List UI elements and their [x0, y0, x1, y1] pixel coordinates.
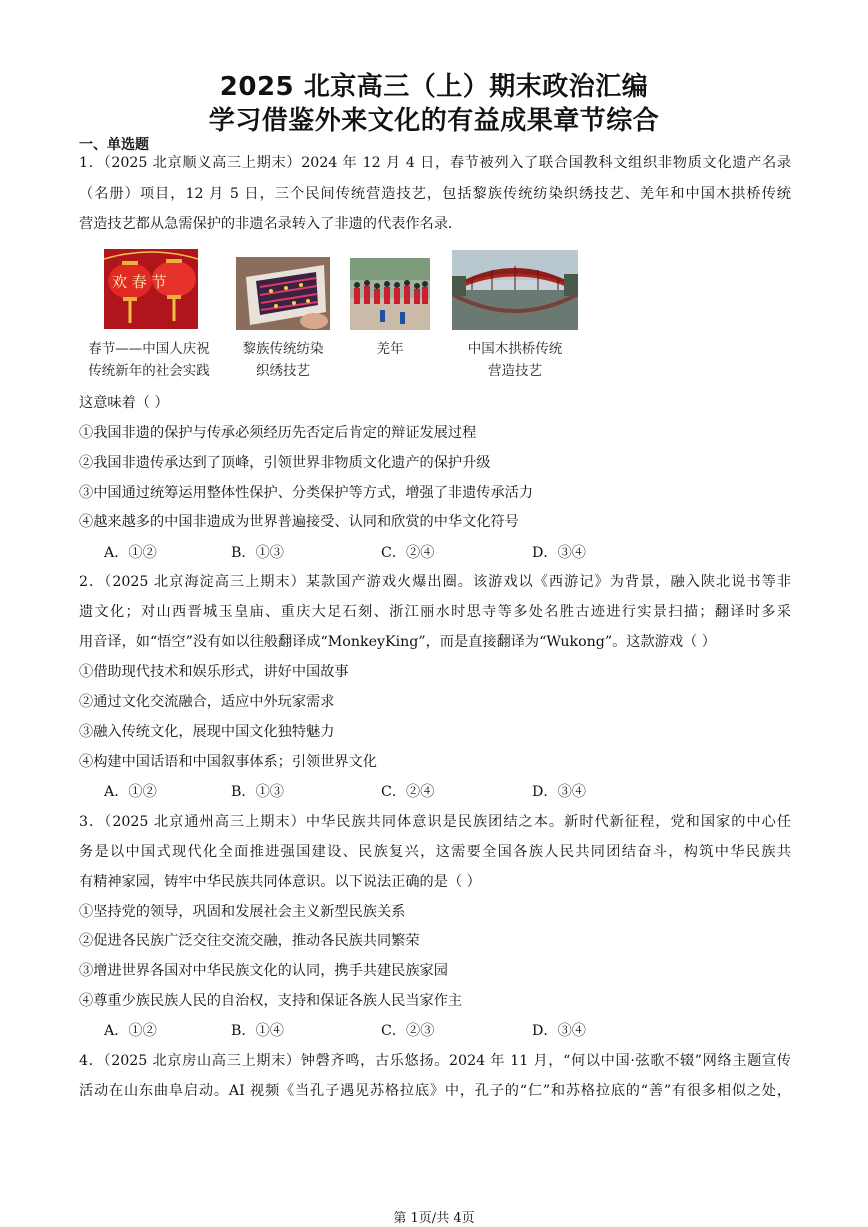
li-textile-weaving-image [236, 257, 330, 330]
document-title-line2: 学习借鉴外来文化的有益成果章节综合 [208, 106, 660, 136]
wooden-arch-bridge-image [452, 250, 578, 330]
q3-option-b[interactable]: B．①④ [231, 1023, 284, 1039]
caption-wooden-arch-bridge [445, 338, 585, 382]
page-footer: 第 1页/共 4页 [393, 1211, 475, 1226]
q3-line-3: 有精神家园，铸牢中华民族共同体意识。以下说法正确的是（ ） [79, 874, 481, 890]
q1-option-d[interactable]: D．③④ [532, 545, 586, 561]
q3-option-a[interactable]: A．①② [104, 1023, 157, 1039]
caption-line: 营造技艺 [488, 363, 542, 379]
q3-option-c[interactable]: C．②③ [381, 1023, 435, 1039]
spring-festival-lantern-image [104, 249, 198, 329]
q3-line-1: 3．（2025 北京通州高三上期末）中华民族共同体意识是民族团结之本。新时代新征程，党和国家的中心任 [79, 814, 791, 830]
q4-line-2: 活动在山东曲阜启动。AI 视频《当孔子遇见苏格拉底》中，孔子的“仁”和苏格拉底的“善”有很多相似之处， [79, 1083, 791, 1099]
q3-item-1: ①坚持党的领导，巩固和发展社会主义新型民族关系 [79, 904, 406, 920]
q1-line-1: 1．（2025 北京顺义高三上期末）2024 年 12 月 4 日，春节被列入了联合国教科文组织非物质文化遗产名录 [79, 155, 791, 171]
q2-item-3: ③融入传统文化，展现中国文化独特魅力 [79, 724, 335, 740]
caption-spring-festival [79, 338, 219, 382]
q2-line-3: 用音译，如“悟空”没有如以往般翻译成“MonkeyKing”，而是直接翻译为“Wukong”。这款游戏（ ） [79, 634, 716, 650]
caption-line: 黎族传统纺染 [242, 341, 324, 357]
section-heading: 一、单选题 [79, 137, 149, 153]
q4-line-1: 4．（2025 北京房山高三上期末）钟磬齐鸣，古乐悠扬。2024 年 11 月，“何以中国·弦歌不辍”网络主题宣传 [79, 1053, 791, 1069]
caption-li-textile [223, 338, 343, 382]
q2-option-a[interactable]: A．①② [104, 784, 157, 800]
q1-option-c[interactable]: C．②④ [381, 545, 435, 561]
q1-options [104, 543, 664, 563]
q2-option-d[interactable]: D．③④ [532, 784, 586, 800]
q1-item-2: ②我国非遗传承达到了顶峰，引领世界非物质文化遗产的保护升级 [79, 455, 491, 471]
caption-line: 春节——中国人庆祝 [88, 341, 210, 357]
q3-item-4: ④尊重少族民族人民的自治权，支持和保证各族人民当家作主 [79, 993, 463, 1009]
q2-line-1: 2．（2025 北京海淀高三上期末）某款国产游戏火爆出圈。该游戏以《西游记》为背景，融入陕北说书等非 [79, 574, 791, 590]
caption-line: 传统新年的社会实践 [88, 363, 210, 379]
q1-stem: 这意味着（ ） [79, 395, 169, 411]
q3-line-2: 务是以中国式现代化全面推进强国建设、民族复兴，这需要全国各族人民共同团结奋斗，构筑中华民族共 [79, 844, 791, 860]
q2-option-c[interactable]: C．②④ [381, 784, 435, 800]
q3-item-2: ②促进各民族广泛交往交流交融，推动各民族共同繁荣 [79, 933, 420, 949]
q2-line-2: 遗文化；对山西晋城玉皇庙、重庆大足石刻、浙江丽水时思寺等多处名胜古迹进行实景扫描；翻译时多采 [79, 604, 791, 620]
q1-line-2: （名册）项目，12 月 5 日，三个民间传统营造技艺，包括黎族传统纺染织绣技艺、羌年和中国木拱桥传统 [79, 186, 791, 202]
document-title-line1: 2025 北京高三（上）期末政治汇编 [219, 72, 649, 102]
q2-options [104, 782, 664, 802]
caption-line: 羌年 [376, 341, 404, 357]
caption-line: 中国木拱桥传统 [467, 341, 563, 357]
q3-option-d[interactable]: D．③④ [532, 1023, 586, 1039]
caption-qiang-new-year [350, 338, 430, 360]
q2-option-b[interactable]: B．①③ [231, 784, 284, 800]
q2-item-1: ①借助现代技术和娱乐形式，讲好中国故事 [79, 664, 349, 680]
q3-item-3: ③增进世界各国对中华民族文化的认同，携手共建民族家园 [79, 963, 448, 979]
q1-line-3: 营造技艺都从急需保护的非遗名录转入了非遗的代表作名录． [79, 216, 463, 232]
q1-item-4: ④越来越多的中国非遗成为世界普遍接受、认同和欣赏的中华文化符号 [79, 514, 519, 530]
qiang-new-year-image [350, 258, 430, 330]
q1-option-a[interactable]: A．①② [104, 545, 157, 561]
q1-option-b[interactable]: B．①③ [231, 545, 284, 561]
q3-options [104, 1021, 664, 1041]
q2-item-2: ②通过文化交流融合，适应中外玩家需求 [79, 694, 335, 710]
q1-item-1: ①我国非遗的保护与传承必须经历先否定后肯定的辩证发展过程 [79, 425, 477, 441]
q2-item-4: ④构建中国话语和中国叙事体系；引领世界文化 [79, 754, 377, 770]
lantern-text: 欢 春 节 [112, 273, 167, 291]
caption-line: 织绣技艺 [256, 363, 310, 379]
q1-item-3: ③中国通过统筹运用整体性保护、分类保护等方式，增强了非遗传承活力 [79, 485, 534, 501]
